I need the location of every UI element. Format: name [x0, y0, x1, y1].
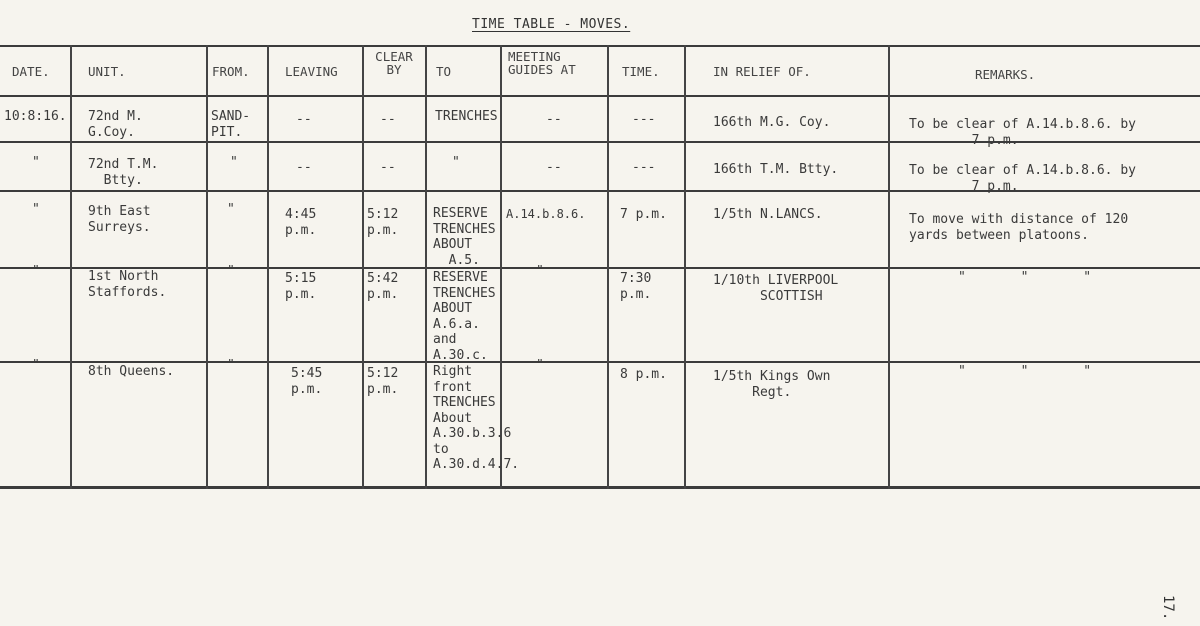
header-remarks: REMARKS. — [975, 67, 1036, 82]
row1-leaving: -- — [296, 112, 312, 127]
col-divider-relief — [888, 45, 890, 489]
row5-from: " — [227, 358, 235, 373]
row5-time: 8 p.m. — [620, 367, 667, 382]
row4-date: " — [32, 264, 40, 279]
row2-date: " — [32, 155, 40, 170]
row-rule-4 — [0, 361, 1200, 363]
row3-to: RESERVE TRENCHES ABOUT A.5. — [433, 206, 496, 268]
header-clear-by: CLEAR BY — [375, 49, 413, 77]
row3-date: " — [32, 202, 40, 217]
row5-leaving: 5:45 p.m. — [291, 366, 323, 397]
row1-remarks: To be clear of A.14.b.8.6. by 7 p.m. — [909, 117, 1136, 148]
row2-relief: 166th T.M. Btty. — [713, 162, 839, 177]
col-divider-unit — [206, 45, 208, 489]
row5-meeting: " — [536, 358, 544, 373]
col-divider-clear — [425, 45, 427, 489]
row3-relief: 1/5th N.LANCS. — [713, 207, 823, 222]
row1-date: 10:8:16. — [4, 109, 67, 124]
row3-from: " — [227, 202, 235, 217]
row1-from: SAND- PIT. — [211, 109, 251, 140]
header-bottom-rule — [0, 95, 1200, 97]
header-date: DATE. — [12, 64, 50, 79]
row5-unit: 8th Queens. — [88, 364, 175, 379]
row1-clear: -- — [380, 112, 396, 127]
header-time: TIME. — [622, 64, 660, 79]
table-bottom-rule — [0, 486, 1200, 489]
header-to: TO — [436, 64, 452, 79]
row4-from: " — [227, 264, 235, 279]
row5-relief: 1/5th Kings Own Regt. — [713, 369, 831, 400]
row2-clear: -- — [380, 160, 396, 175]
table-top-rule — [0, 45, 1200, 47]
row3-time: 7 p.m. — [620, 207, 667, 222]
row3-clear: 5:12 p.m. — [367, 207, 399, 238]
row4-unit: 1st North Staffords. — [88, 269, 167, 300]
row4-meeting: " — [536, 264, 544, 279]
row2-leaving: -- — [296, 160, 312, 175]
row2-from: " — [230, 155, 238, 170]
row2-remarks: To be clear of A.14.b.8.6. by 7 p.m. — [909, 163, 1136, 194]
row2-to: " — [452, 155, 460, 170]
row5-clear: 5:12 p.m. — [367, 366, 399, 397]
row1-time: --- — [632, 112, 656, 127]
row5-date: " — [32, 358, 40, 373]
row2-unit: 72nd T.M. Btty. — [88, 157, 159, 188]
row4-to: RESERVE TRENCHES ABOUT A.6.a. and A.30.c. — [433, 270, 496, 363]
row2-time: --- — [632, 160, 656, 175]
header-relief: IN RELIEF OF. — [713, 64, 811, 79]
row2-meeting: -- — [546, 160, 562, 175]
row3-unit: 9th East Surreys. — [88, 204, 151, 235]
row4-time: 7:30 p.m. — [620, 271, 652, 302]
header-meeting-guides: MEETING GUIDES AT — [508, 49, 576, 77]
page-number: 17. — [1160, 595, 1176, 621]
row3-remarks: To move with distance of 120 yards between platoons. — [909, 212, 1129, 243]
row-rule-3 — [0, 267, 1200, 269]
row5-remarks: " " " — [958, 364, 1092, 379]
col-divider-time — [684, 45, 686, 489]
col-divider-leaving — [362, 45, 364, 489]
row1-relief: 166th M.G. Coy. — [713, 115, 831, 130]
document-title: TIME TABLE - MOVES. — [472, 17, 631, 32]
header-leaving: LEAVING — [285, 64, 338, 79]
header-unit: UNIT. — [88, 64, 126, 79]
col-divider-date — [70, 45, 72, 489]
row1-unit: 72nd M. G.Coy. — [88, 109, 143, 140]
row3-meeting: A.14.b.8.6. — [506, 207, 586, 221]
row4-remarks: " " " — [958, 270, 1092, 285]
header-from: FROM. — [212, 64, 250, 79]
row1-to: TRENCHES — [435, 109, 498, 124]
row4-clear: 5:42 p.m. — [367, 271, 399, 302]
col-divider-meeting — [607, 45, 609, 489]
row4-leaving: 5:15 p.m. — [285, 271, 317, 302]
row1-meeting: -- — [546, 112, 562, 127]
col-divider-from — [267, 45, 269, 489]
row5-to: Right front TRENCHES About A.30.b.3.6 to A.30.d.4.7. — [433, 364, 520, 472]
row3-leaving: 4:45 p.m. — [285, 207, 317, 238]
row4-relief: 1/10th LIVERPOOL SCOTTISH — [713, 273, 839, 304]
